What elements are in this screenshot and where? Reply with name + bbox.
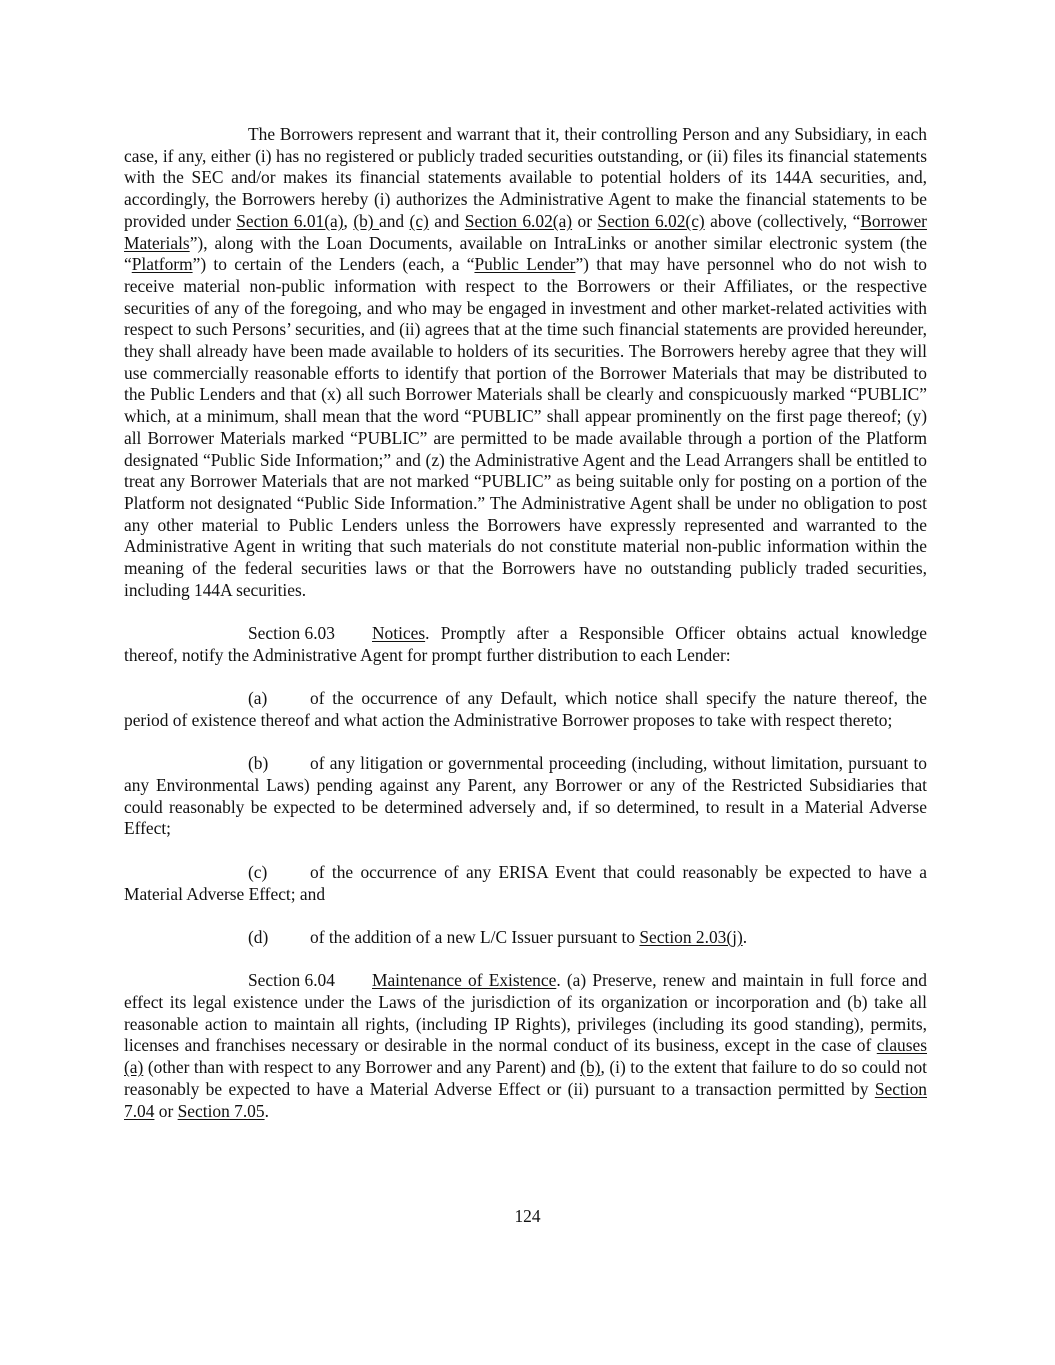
cross-reference: Section 7.05: [177, 1100, 265, 1121]
paragraph-borrower-materials: [124, 124, 927, 601]
text: and: [428, 210, 465, 231]
list-item-b: [124, 753, 927, 840]
text: and: [379, 210, 410, 231]
page-number: 124: [514, 1206, 541, 1226]
cross-reference: (b): [580, 1057, 601, 1078]
cross-reference: Section 2.03(j): [639, 926, 743, 947]
section-heading: Maintenance of Existence: [372, 970, 557, 991]
item-text: of any litigation or governmental proceeding (including, without limitation, pursuant to any Environmental Laws) pending against any Parent, any Borrower or any of the Restricted Subsidiaries that could reasonably be expected to be determined adversely and, if so determined, to result in a Material Adverse Effect;: [124, 753, 927, 839]
item-text: of the addition of a new L/C Issuer pursuant to: [310, 926, 640, 947]
text: .: [742, 926, 748, 947]
cross-reference: Section 6.01(a): [236, 210, 344, 231]
cross-reference: Section 7.04: [124, 1078, 927, 1121]
defined-term: Public Lender: [474, 254, 576, 275]
cross-reference: clauses (a): [124, 1035, 927, 1078]
item-letter: (d): [248, 926, 269, 947]
text: or: [572, 210, 598, 231]
text: above (collectively, “: [704, 210, 861, 231]
list-item-d: [124, 927, 927, 949]
cross-reference: Section 6.02(a): [464, 210, 573, 231]
section-number: Section 6.03: [248, 623, 335, 644]
defined-term: Platform: [131, 254, 193, 275]
cross-reference: (b): [353, 210, 379, 231]
text: , (i) to the extent that failure to do so could not reasonably be expected to have a Material Adverse Effect or (ii) pursuant to a transaction permitted by: [124, 1057, 928, 1099]
item-letter: (c): [248, 861, 268, 882]
item-letter: (b): [248, 753, 269, 774]
section-6-04: [124, 970, 927, 1122]
text: .: [264, 1100, 269, 1121]
text: ”), along with the Loan Documents, available on IntraLinks or another similar electronic system (the “: [124, 232, 927, 275]
text: The Borrowers represent and warrant that it, their controlling Person and any Subsidiary, in each case, if any, either (i) has no registered or publicly traded securities outstanding, or (ii) files its financial statements with the SEC and/or makes its financial statements available to potential holders of its 144A securities, and, accordingly, the Borrowers hereby (i) authorizes the Administrative Agent to make the financial statements to be provided under: [124, 124, 927, 231]
text: (other than with respect to any Borrower and any Parent) and: [143, 1057, 581, 1078]
section-text: . Promptly after a Responsible Officer obtains actual knowledge thereof, notify the Administrative Agent for prompt further distribution to each Lender:: [124, 623, 927, 665]
defined-term: Borrower Materials: [124, 210, 927, 253]
text: ”) that may have personnel who do not wish to receive material non-public information with respect to the Borrowers or their Affiliates, or the respective securities of any of the foregoing, and who may be engaged in investment and other market-related activities with respect to such Persons’ securities, and (ii) agrees that at the time such financial statements are provided hereunder, they shall already have been made available to holders of its securities. The Borrowers hereby agree that they will use commercially reasonable efforts to identify that portion of the Borrower Materials that may be distributed to the Public Lenders and that (x) all such Borrower Materials shall be clearly and conspicuously marked “PUBLIC” which, at a minimum, shall mean that the word “PUBLIC” shall appear prominently on the first page thereof; (y) all Borrower Materials marked “PUBLIC” are permitted to be made available through a portion of the Platform designated “Public Side Information;” and (z) the Administrative Agent and the Lead Arrangers shall be entitled to treat any Borrower Materials that are not marked “PUBLIC” as being suitable only for posting on a portion of the Platform not designated “Public Side Information.” The Administrative Agent shall be under no obligation to post any other material to Public Lenders unless the Borrowers have expressly represented and warranted to the Administrative Agent in writing that such materials do not constitute material non-public information within the meaning of the federal securities laws or that the Borrowers have no outstanding publicly traded securities, including 144A securities.: [124, 254, 927, 600]
section-6-03: [124, 623, 927, 666]
text: ”) to certain of the Lenders (each, a “: [192, 254, 475, 275]
item-text: of the occurrence of any ERISA Event that could reasonably be expected to have a Material Adverse Effect; and: [124, 861, 927, 904]
section-heading: Notices: [372, 623, 426, 644]
text: ,: [343, 210, 354, 231]
list-item-a: [124, 688, 927, 731]
item-letter: (a): [248, 688, 268, 709]
text: . (a) Preserve, renew and maintain in full force and effect its legal existence under the Laws of the jurisdiction of its organization or incorporation and (b) take all reasonable action to maintain all rights, (including IP Rights), privileges (including its good standing), permits, licenses and franchises necessary or desirable in the normal conduct of its business, except in the case of: [124, 970, 927, 1056]
cross-reference: (c): [409, 210, 429, 231]
list-item-c: [124, 862, 927, 905]
section-number: Section 6.04: [248, 970, 335, 991]
text: or: [154, 1100, 178, 1121]
document-page: [124, 124, 927, 1122]
item-text: of the occurrence of any Default, which notice shall specify the nature thereof, the period of existence thereof and what action the Administrative Borrower proposes to take with respect thereto;: [124, 688, 927, 730]
cross-reference: Section 6.02(c): [597, 210, 705, 231]
